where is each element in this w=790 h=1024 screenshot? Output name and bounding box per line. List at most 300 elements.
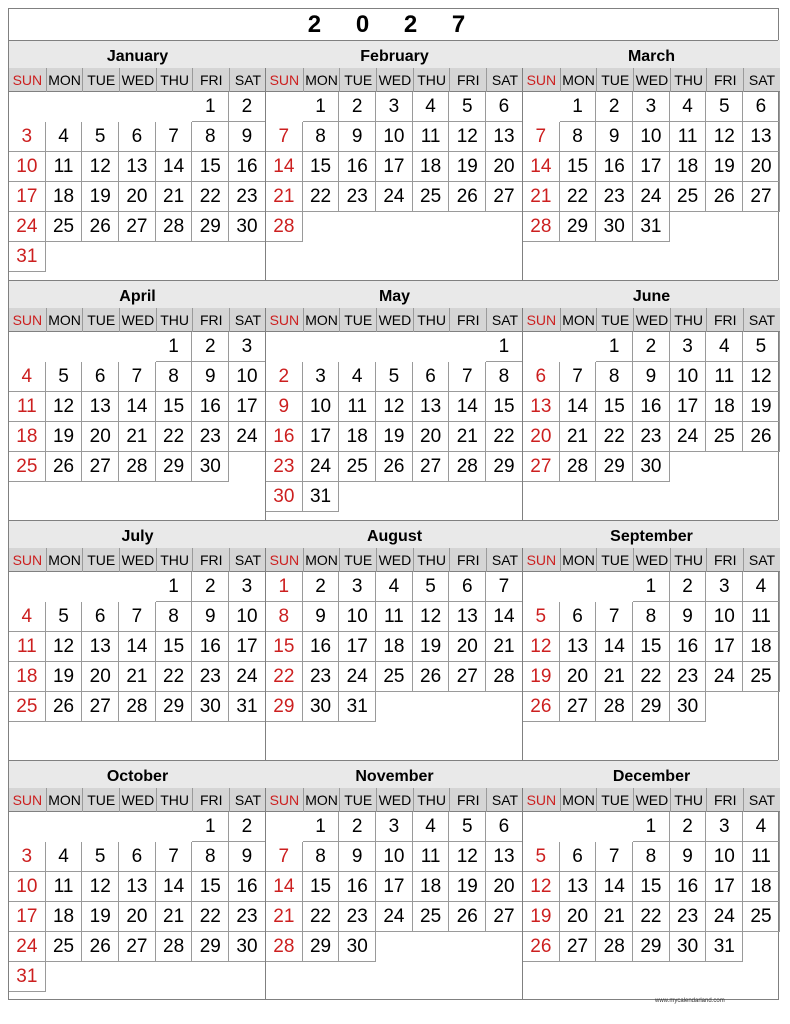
empty-cell xyxy=(339,332,376,362)
day-cell: 4 xyxy=(413,812,450,842)
day-cell: 17 xyxy=(229,392,266,422)
week-row xyxy=(523,392,780,422)
day-cell: 12 xyxy=(743,362,780,392)
weekday-label: SUN xyxy=(269,552,300,568)
weekday-label: SUN xyxy=(12,312,43,328)
day-cell: 29 xyxy=(486,452,523,482)
day-cell: 4 xyxy=(46,842,83,872)
weekday-label: SAT xyxy=(229,68,266,92)
weekday-label: SUN xyxy=(526,552,557,568)
empty-cell xyxy=(339,482,376,512)
month-september xyxy=(523,520,780,760)
day-cell: 18 xyxy=(376,632,413,662)
day-cell: 28 xyxy=(156,932,193,962)
day-cell: 18 xyxy=(46,902,83,932)
week-row xyxy=(266,332,523,362)
day-cell: 24 xyxy=(303,452,340,482)
empty-cell xyxy=(486,692,523,722)
empty-cell xyxy=(560,572,597,602)
month-march xyxy=(523,40,780,280)
day-cell: 5 xyxy=(413,572,450,602)
month-title: September xyxy=(523,520,780,548)
day-grid xyxy=(9,92,266,272)
weekday-label: FRI xyxy=(192,68,229,92)
day-cell: 11 xyxy=(9,632,46,662)
day-cell: 16 xyxy=(596,152,633,182)
day-cell: 20 xyxy=(560,902,597,932)
day-cell: 25 xyxy=(46,932,83,962)
day-cell: 6 xyxy=(82,362,119,392)
week-row xyxy=(523,92,780,122)
day-cell: 8 xyxy=(596,362,633,392)
day-cell: 26 xyxy=(46,452,83,482)
weekday-label: SAT xyxy=(229,548,266,572)
day-cell: 14 xyxy=(486,602,523,632)
day-cell: 2 xyxy=(670,572,707,602)
day-cell: 8 xyxy=(560,122,597,152)
week-row xyxy=(9,812,266,842)
day-cell: 20 xyxy=(486,152,523,182)
empty-cell xyxy=(413,332,450,362)
day-cell: 29 xyxy=(633,932,670,962)
day-cell: 12 xyxy=(46,392,83,422)
weekday-label: TUE xyxy=(596,788,633,812)
day-cell: 23 xyxy=(670,662,707,692)
day-grid xyxy=(523,812,780,962)
day-cell: 25 xyxy=(376,662,413,692)
empty-cell xyxy=(413,932,450,962)
week-row xyxy=(266,692,523,722)
weekday-label: THU xyxy=(413,548,450,572)
day-cell: 5 xyxy=(376,362,413,392)
day-cell: 10 xyxy=(633,122,670,152)
day-cell: 2 xyxy=(229,92,266,122)
weekday-label: FRI xyxy=(706,68,743,92)
day-cell: 30 xyxy=(303,692,340,722)
day-cell: 18 xyxy=(743,632,780,662)
day-cell: 4 xyxy=(46,122,83,152)
day-cell: 2 xyxy=(596,92,633,122)
day-cell: 24 xyxy=(670,422,707,452)
weekday-label: MON xyxy=(46,788,83,812)
quarter-divider xyxy=(9,40,778,41)
empty-cell xyxy=(376,482,413,512)
weekday-label: SUN xyxy=(12,72,43,88)
week-row xyxy=(9,332,266,362)
day-cell: 2 xyxy=(192,332,229,362)
day-cell: 27 xyxy=(413,452,450,482)
day-cell: 25 xyxy=(9,692,46,722)
weekday-label: MON xyxy=(560,308,597,332)
day-grid xyxy=(266,332,523,512)
day-cell: 19 xyxy=(523,662,560,692)
day-cell: 17 xyxy=(303,422,340,452)
day-cell: 3 xyxy=(706,812,743,842)
day-cell: 15 xyxy=(560,152,597,182)
weekday-label: FRI xyxy=(192,788,229,812)
day-cell: 27 xyxy=(486,902,523,932)
day-grid xyxy=(266,92,523,242)
day-cell: 24 xyxy=(376,902,413,932)
day-cell: 26 xyxy=(449,902,486,932)
day-cell: 23 xyxy=(633,422,670,452)
day-cell: 8 xyxy=(486,362,523,392)
day-cell: 6 xyxy=(743,92,780,122)
day-cell: 28 xyxy=(449,452,486,482)
week-row xyxy=(266,632,523,662)
weekday-label: WED xyxy=(376,788,413,812)
day-cell: 9 xyxy=(670,602,707,632)
day-cell: 18 xyxy=(9,422,46,452)
weekday-label: SAT xyxy=(229,788,266,812)
empty-cell xyxy=(119,92,156,122)
day-cell: 8 xyxy=(633,842,670,872)
weekday-label: TUE xyxy=(339,68,376,92)
day-cell: 13 xyxy=(486,122,523,152)
day-cell: 9 xyxy=(670,842,707,872)
day-cell: 13 xyxy=(486,842,523,872)
day-cell: 15 xyxy=(156,392,193,422)
empty-cell xyxy=(743,932,780,962)
weekday-label: MON xyxy=(46,308,83,332)
empty-cell xyxy=(46,572,83,602)
day-cell: 11 xyxy=(376,602,413,632)
weekday-label: TUE xyxy=(339,548,376,572)
day-cell: 29 xyxy=(266,692,303,722)
day-cell: 26 xyxy=(523,932,560,962)
day-cell: 6 xyxy=(523,362,560,392)
day-cell: 4 xyxy=(670,92,707,122)
week-row xyxy=(9,92,266,122)
day-cell: 23 xyxy=(670,902,707,932)
empty-cell xyxy=(376,692,413,722)
week-row xyxy=(266,122,523,152)
empty-cell xyxy=(119,572,156,602)
empty-cell xyxy=(486,482,523,512)
empty-cell xyxy=(339,212,376,242)
day-cell: 3 xyxy=(9,842,46,872)
day-cell: 12 xyxy=(46,632,83,662)
empty-cell xyxy=(523,332,560,362)
empty-cell xyxy=(376,212,413,242)
weekday-label: WED xyxy=(376,308,413,332)
day-cell: 22 xyxy=(156,422,193,452)
empty-cell xyxy=(46,962,83,992)
day-cell: 31 xyxy=(9,962,46,992)
day-cell: 28 xyxy=(119,692,156,722)
day-cell: 29 xyxy=(192,932,229,962)
week-row xyxy=(9,122,266,152)
day-cell: 14 xyxy=(266,152,303,182)
day-cell: 24 xyxy=(9,932,46,962)
weekday-label: SUN xyxy=(269,312,300,328)
day-cell: 28 xyxy=(523,212,560,242)
day-cell: 3 xyxy=(339,572,376,602)
weekday-label: THU xyxy=(413,308,450,332)
day-cell: 13 xyxy=(82,392,119,422)
week-row xyxy=(523,452,780,482)
weekday-label: TUE xyxy=(82,788,119,812)
day-cell: 4 xyxy=(376,572,413,602)
weekday-label: FRI xyxy=(449,548,486,572)
weekday-label: WED xyxy=(633,788,670,812)
week-row xyxy=(9,392,266,422)
month-october xyxy=(9,760,266,1000)
day-cell: 5 xyxy=(706,92,743,122)
day-cell: 30 xyxy=(596,212,633,242)
week-row xyxy=(9,872,266,902)
day-cell: 12 xyxy=(82,152,119,182)
day-cell: 26 xyxy=(413,662,450,692)
day-cell: 23 xyxy=(229,902,266,932)
day-cell: 1 xyxy=(560,92,597,122)
day-cell: 22 xyxy=(303,902,340,932)
week-row xyxy=(266,482,523,512)
empty-cell xyxy=(156,92,193,122)
day-cell: 9 xyxy=(339,122,376,152)
day-cell: 27 xyxy=(560,692,597,722)
week-row xyxy=(266,932,523,962)
day-cell: 12 xyxy=(376,392,413,422)
weekday-label: THU xyxy=(413,68,450,92)
weekday-label: SAT xyxy=(743,788,780,812)
day-cell: 16 xyxy=(670,632,707,662)
month-title: July xyxy=(9,520,266,548)
day-cell: 1 xyxy=(192,812,229,842)
week-row xyxy=(266,812,523,842)
empty-cell xyxy=(82,572,119,602)
day-cell: 15 xyxy=(633,872,670,902)
empty-cell xyxy=(192,962,229,992)
day-cell: 11 xyxy=(670,122,707,152)
weekday-label: WED xyxy=(633,308,670,332)
day-cell: 30 xyxy=(229,932,266,962)
month-title: January xyxy=(9,40,266,68)
day-cell: 1 xyxy=(486,332,523,362)
day-cell: 30 xyxy=(670,932,707,962)
empty-cell xyxy=(706,212,743,242)
day-cell: 29 xyxy=(560,212,597,242)
day-cell: 2 xyxy=(670,812,707,842)
week-row xyxy=(266,662,523,692)
day-cell: 24 xyxy=(376,182,413,212)
empty-cell xyxy=(670,452,707,482)
day-cell: 7 xyxy=(486,572,523,602)
week-row xyxy=(9,452,266,482)
empty-cell xyxy=(670,212,707,242)
empty-cell xyxy=(266,92,303,122)
day-cell: 18 xyxy=(339,422,376,452)
day-cell: 16 xyxy=(192,632,229,662)
day-cell: 11 xyxy=(743,602,780,632)
month-august xyxy=(266,520,523,760)
week-row xyxy=(523,632,780,662)
day-cell: 10 xyxy=(229,362,266,392)
empty-cell xyxy=(266,332,303,362)
day-cell: 27 xyxy=(743,182,780,212)
weekday-label: WED xyxy=(376,548,413,572)
week-row xyxy=(9,662,266,692)
day-cell: 4 xyxy=(743,812,780,842)
day-cell: 10 xyxy=(706,842,743,872)
week-row xyxy=(9,362,266,392)
week-row xyxy=(9,632,266,662)
day-cell: 22 xyxy=(560,182,597,212)
month-november xyxy=(266,760,523,1000)
website-credit: www.mycalendarland.com xyxy=(655,998,725,1004)
week-row xyxy=(266,602,523,632)
day-cell: 19 xyxy=(46,422,83,452)
day-cell: 30 xyxy=(192,692,229,722)
empty-cell xyxy=(743,452,780,482)
day-grid xyxy=(266,572,523,722)
day-cell: 7 xyxy=(266,842,303,872)
day-cell: 19 xyxy=(413,632,450,662)
weekday-header-row xyxy=(9,68,266,92)
day-cell: 8 xyxy=(303,122,340,152)
day-cell: 14 xyxy=(449,392,486,422)
day-cell: 13 xyxy=(82,632,119,662)
day-cell: 12 xyxy=(523,632,560,662)
day-cell: 30 xyxy=(192,452,229,482)
day-cell: 3 xyxy=(303,362,340,392)
week-row xyxy=(523,212,780,242)
day-cell: 1 xyxy=(192,92,229,122)
day-cell: 4 xyxy=(743,572,780,602)
weekday-label: SAT xyxy=(743,548,780,572)
day-cell: 6 xyxy=(486,812,523,842)
weekday-label: FRI xyxy=(192,308,229,332)
day-cell: 30 xyxy=(229,212,266,242)
day-cell: 10 xyxy=(376,842,413,872)
day-cell: 8 xyxy=(192,122,229,152)
day-cell: 2 xyxy=(339,92,376,122)
day-cell: 24 xyxy=(229,422,266,452)
weekday-header-row xyxy=(523,548,780,572)
day-cell: 27 xyxy=(82,692,119,722)
day-cell: 5 xyxy=(743,332,780,362)
day-cell: 12 xyxy=(413,602,450,632)
day-cell: 15 xyxy=(156,632,193,662)
week-row xyxy=(9,932,266,962)
day-cell: 23 xyxy=(303,662,340,692)
week-row xyxy=(523,332,780,362)
month-divider xyxy=(522,788,523,1000)
empty-cell xyxy=(376,932,413,962)
day-cell: 20 xyxy=(119,902,156,932)
day-cell: 26 xyxy=(46,692,83,722)
empty-cell xyxy=(449,212,486,242)
day-cell: 24 xyxy=(229,662,266,692)
empty-cell xyxy=(229,452,266,482)
weekday-label: MON xyxy=(560,548,597,572)
weekday-label: THU xyxy=(156,68,193,92)
week-row xyxy=(266,422,523,452)
day-cell: 6 xyxy=(413,362,450,392)
week-row xyxy=(266,572,523,602)
day-cell: 25 xyxy=(743,902,780,932)
day-cell: 3 xyxy=(376,92,413,122)
weekday-label: SAT xyxy=(486,548,523,572)
day-cell: 4 xyxy=(9,602,46,632)
day-cell: 7 xyxy=(156,842,193,872)
day-cell: 17 xyxy=(9,182,46,212)
day-cell: 6 xyxy=(119,122,156,152)
weekday-label: SUN xyxy=(526,792,557,808)
weekday-label: THU xyxy=(156,548,193,572)
day-cell: 19 xyxy=(449,152,486,182)
day-cell: 15 xyxy=(266,632,303,662)
month-december xyxy=(523,760,780,1000)
day-cell: 13 xyxy=(523,392,560,422)
week-row xyxy=(266,212,523,242)
day-cell: 17 xyxy=(706,872,743,902)
week-row xyxy=(266,92,523,122)
day-cell: 20 xyxy=(486,872,523,902)
day-cell: 1 xyxy=(156,572,193,602)
month-divider xyxy=(522,308,523,520)
day-cell: 20 xyxy=(560,662,597,692)
day-cell: 23 xyxy=(192,662,229,692)
empty-cell xyxy=(82,332,119,362)
weekday-label: SAT xyxy=(486,68,523,92)
month-divider xyxy=(265,308,266,520)
day-cell: 12 xyxy=(706,122,743,152)
empty-cell xyxy=(119,962,156,992)
weekday-label: WED xyxy=(119,548,156,572)
weekday-header-row xyxy=(266,548,523,572)
day-cell: 12 xyxy=(449,122,486,152)
day-cell: 31 xyxy=(229,692,266,722)
weekday-label: FRI xyxy=(449,788,486,812)
week-row xyxy=(9,212,266,242)
day-cell: 14 xyxy=(119,632,156,662)
week-row xyxy=(266,902,523,932)
day-cell: 20 xyxy=(82,422,119,452)
day-cell: 10 xyxy=(339,602,376,632)
day-cell: 1 xyxy=(596,332,633,362)
weekday-label: SAT xyxy=(486,308,523,332)
empty-cell xyxy=(743,692,780,722)
week-row xyxy=(523,902,780,932)
weekday-label: THU xyxy=(413,788,450,812)
weekday-header-row xyxy=(266,308,523,332)
day-cell: 5 xyxy=(449,92,486,122)
month-title: June xyxy=(523,280,780,308)
weekday-label: MON xyxy=(303,308,340,332)
weekday-label: THU xyxy=(670,788,707,812)
week-row xyxy=(9,422,266,452)
day-cell: 10 xyxy=(670,362,707,392)
day-cell: 22 xyxy=(303,182,340,212)
day-cell: 25 xyxy=(413,902,450,932)
month-title: February xyxy=(266,40,523,68)
day-cell: 22 xyxy=(633,662,670,692)
day-cell: 17 xyxy=(376,152,413,182)
weekday-label: SUN xyxy=(526,312,557,328)
day-grid xyxy=(9,572,266,722)
day-cell: 21 xyxy=(596,902,633,932)
day-cell: 8 xyxy=(303,842,340,872)
day-cell: 7 xyxy=(560,362,597,392)
weekday-label: TUE xyxy=(82,308,119,332)
day-cell: 30 xyxy=(339,932,376,962)
empty-cell xyxy=(119,242,156,272)
empty-cell xyxy=(376,332,413,362)
empty-cell xyxy=(449,692,486,722)
weekday-header-row xyxy=(9,548,266,572)
month-title: October xyxy=(9,760,266,788)
